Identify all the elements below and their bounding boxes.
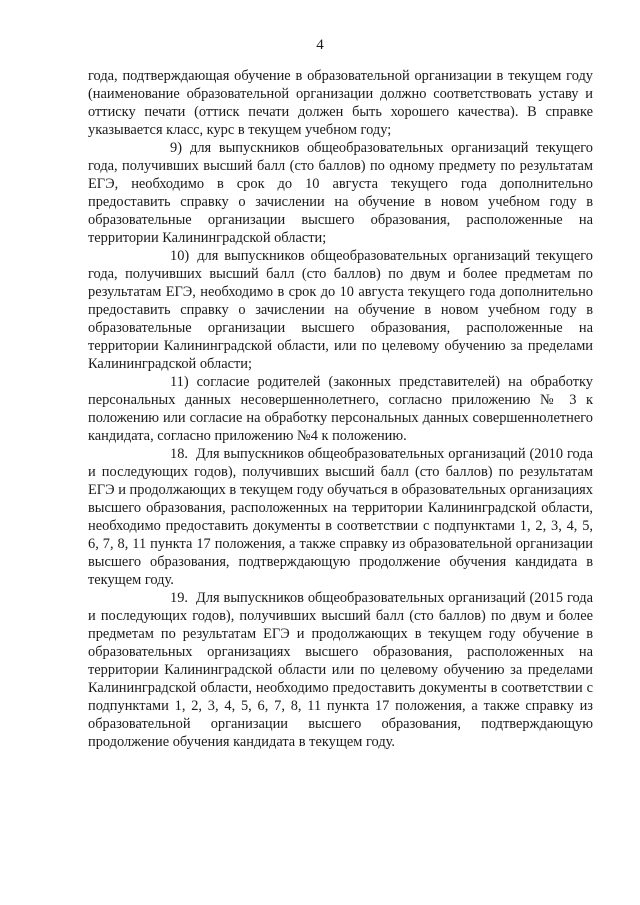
list-item-text: для выпускников общеобразовательных организаций текущего года, получивших высший балл (сто баллов) по одному предмету по результатам ЕГЭ, необходимо в срок до 10 августа текущего года дополнительно предоставить справку о зачислении на обучение в новом учебном году в образовательные организации высшего образования, расположенные на территории Калининградской области; (88, 140, 593, 246)
clause-19 (88, 589, 593, 751)
document-body (88, 67, 593, 751)
list-item-9 (88, 139, 593, 247)
clause-number: 18. (170, 446, 188, 462)
clause-text: Для выпускников общеобразовательных организаций (2010 года и последующих годов), получивших высший балл (сто баллов) по результатам ЕГЭ и продолжающих в текущем году обучаться в образовательных организациях высшего образования, расположенных на территории Калининградской области, необходимо предоставить документы в соответствии с подпунктами 1, 2, 3, 4, 5, 6, 7, 8, 11 пункта 17 положения, а также справку из образовательной организации высшего образования, подтверждающую продолжение обучения кандидата в текущем году. (88, 446, 593, 588)
list-item-10 (88, 247, 593, 373)
clause-18 (88, 445, 593, 589)
list-item-11 (88, 373, 593, 445)
list-item-number: 10) (170, 248, 190, 264)
paragraph-text: года, подтверждающая обучение в образовательной организации в текущем году (наименование образовательной организации должно соответствовать уставу и оттиску печати (оттиск печати должен быть хорошего качества). В справке указывается класс, курс в текущем учебном году; (88, 68, 593, 138)
paragraph-continuation (88, 67, 593, 139)
list-item-number: 11) (170, 374, 189, 390)
clause-text: Для выпускников общеобразовательных организаций (2015 года и последующих годов), получивших высший балл (сто баллов) по двум и более предметам по результатам ЕГЭ и продолжающих в текущем году обучение в образовательных организациях высшего образования, расположенных на территории Калининградской области или по целевому обучению за пределами Калининградской области, необходимо предоставить документы в соответствии с подпунктами 1, 2, 3, 4, 5, 6, 7, 8, 11 пункта 17 положения, а также справку из образовательной организации высшего образования, подтверждающую продолжение обучения кандидата в текущем году. (88, 590, 593, 750)
list-item-text: согласие родителей (законных представителей) на обработку персональных данных несовершеннолетнего, согласно приложению № 3 к положению или согласие на обработку персональных данных совершеннолетнего кандидата, согласно приложению №4 к положению. (88, 374, 593, 444)
list-item-text: для выпускников общеобразовательных организаций текущего года, получивших высший балл (сто баллов) по двум и более предметам по результатам ЕГЭ, необходимо в срок до 10 августа текущего года дополнительно предоставить справку о зачислении на обучение в новом учебном году в образовательные организации высшего образования, расположенные на территории Калининградской области, или по целевому обучению за пределами Калининградской области; (88, 248, 593, 372)
clause-number: 19. (170, 590, 188, 606)
page-number: 4 (316, 37, 324, 53)
list-item-number: 9) (170, 140, 182, 156)
